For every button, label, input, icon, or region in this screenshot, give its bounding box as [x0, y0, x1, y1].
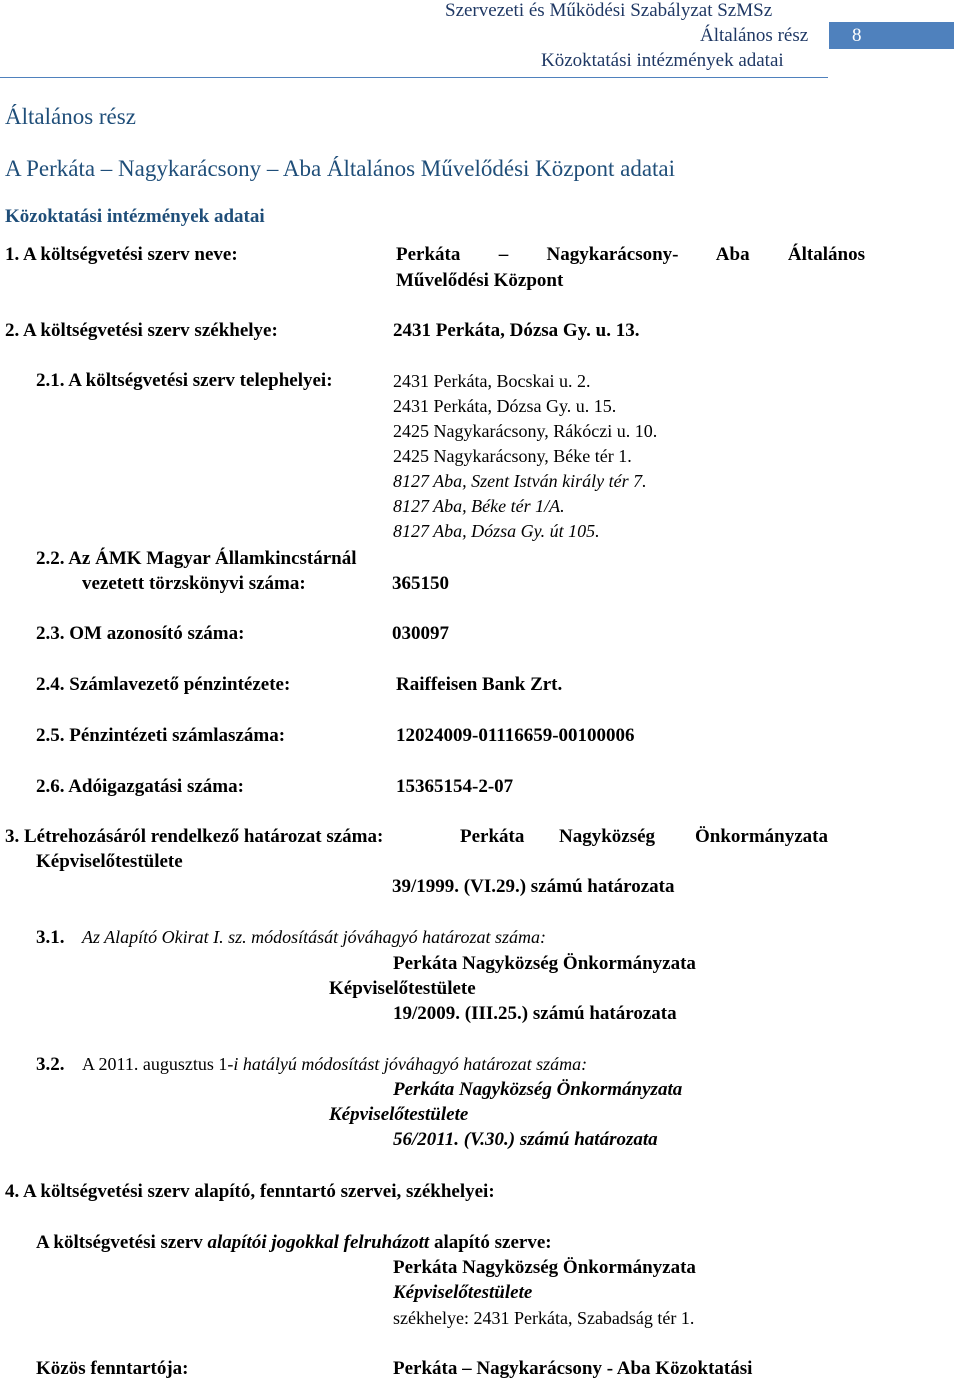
item1-value-line2: Művelődési Központ: [396, 270, 564, 291]
page-title: A Perkáta – Nagykarácsony – Aba Általános Művelődési Központ adatai: [5, 156, 676, 181]
site-address: 8127 Aba, Szent István király tér 7.: [393, 471, 647, 491]
item4-label: 4. A költségvetési szerv alapító, fenntartó szervei, székhelyei:: [5, 1181, 495, 1202]
header-document-title: Szervezeti és Működési Szabályzat SzMSz: [445, 0, 773, 21]
item3-1-line2: Képviselőtestülete: [329, 978, 476, 999]
item2-3-value: 030097: [392, 623, 449, 644]
item2-2-label-line1: 2.2. Az ÁMK Magyar Államkincstárnál: [36, 548, 357, 569]
item2-4-label: 2.4. Számlavezető pénzintézete:: [36, 674, 291, 695]
item2-2-value: 365150: [392, 573, 449, 594]
item2-5-label: 2.5. Pénzintézeti számlaszáma:: [36, 725, 286, 746]
site-address: 2425 Nagykarácsony, Béke tér 1.: [393, 446, 632, 466]
section-heading: Általános rész: [5, 104, 136, 129]
item2-3-label: 2.3. OM azonosító száma:: [36, 623, 245, 644]
item3-2-line2: Képviselőtestülete: [329, 1104, 469, 1125]
page-number: 8: [829, 22, 954, 49]
item2-6-label: 2.6. Adóigazgatási száma:: [36, 776, 244, 797]
founder-label: A költségvetési szerv alapítói jogokkal felruházott alapító szerve:: [36, 1232, 552, 1253]
item3-value-part3: Önkormányzata: [695, 826, 828, 847]
site-address: 8127 Aba, Dózsa Gy. út 105.: [393, 521, 600, 541]
item3-label: 3. Létrehozásáról rendelkező határozat száma:: [5, 826, 384, 847]
item3-1-line3: 19/2009. (III.25.) számú határozata: [393, 1003, 677, 1024]
site-address: 2431 Perkáta, Bocskai u. 2.: [393, 371, 591, 391]
header-chapter: Közoktatási intézmények adatai: [541, 50, 784, 71]
item3-2-label: A 2011. augusztus 1-i hatályú módosítást jóváhagyó határozat száma:: [82, 1054, 588, 1074]
maintainer-label: Közös fenntartója:: [36, 1358, 189, 1379]
item3-1-line1: Perkáta Nagyközség Önkormányzata: [393, 953, 696, 974]
item3-2-number: 3.2.: [36, 1054, 65, 1075]
item3-1-number: 3.1.: [36, 927, 65, 948]
item3-line3: 39/1999. (VI.29.) számú határozata: [392, 876, 675, 897]
item2-1-label: 2.1. A költségvetési szerv telephelyei:: [36, 370, 333, 391]
founder-line1: Perkáta Nagyközség Önkormányzata: [393, 1257, 696, 1278]
item3-2-line1: Perkáta Nagyközség Önkormányzata: [393, 1079, 683, 1100]
item3-value-part1: Perkáta: [460, 826, 525, 847]
site-address: 8127 Aba, Béke tér 1/A.: [393, 496, 565, 516]
item2-value: 2431 Perkáta, Dózsa Gy. u. 13.: [393, 320, 640, 341]
item1-value-line1: Perkáta – Nagykarácsony- Aba Általános: [396, 244, 865, 265]
page-subtitle: Közoktatási intézmények adatai: [5, 206, 265, 227]
item3-line2: Képviselőtestülete: [36, 851, 183, 872]
founder-line2: Képviselőtestülete: [393, 1282, 533, 1303]
header-part: Általános rész: [700, 25, 809, 46]
item3-value-part2: Nagyközség: [559, 826, 656, 847]
site-address: 2431 Perkáta, Dózsa Gy. u. 15.: [393, 396, 617, 416]
item2-5-value: 12024009-01116659-00100006: [396, 725, 635, 746]
item2-6-value: 15365154-2-07: [396, 776, 514, 797]
site-address: 2425 Nagykarácsony, Rákóczi u. 10.: [393, 421, 658, 441]
header-divider: [0, 77, 828, 78]
item2-label: 2. A költségvetési szerv székhelye:: [5, 320, 278, 341]
item1-label: 1. A költségvetési szerv neve:: [5, 244, 238, 265]
founder-address: székhelye: 2431 Perkáta, Szabadság tér 1.: [393, 1308, 695, 1328]
item3-1-label: Az Alapító Okirat I. sz. módosítását jóváhagyó határozat száma:: [82, 927, 547, 947]
item2-4-value: Raiffeisen Bank Zrt.: [396, 674, 563, 695]
maintainer-value: Perkáta – Nagykarácsony - Aba Közoktatási: [393, 1358, 753, 1379]
item2-2-label-line2: vezetett törzskönyvi száma:: [82, 573, 306, 594]
item3-2-line3: 56/2011. (V.30.) számú határozata: [393, 1129, 658, 1150]
